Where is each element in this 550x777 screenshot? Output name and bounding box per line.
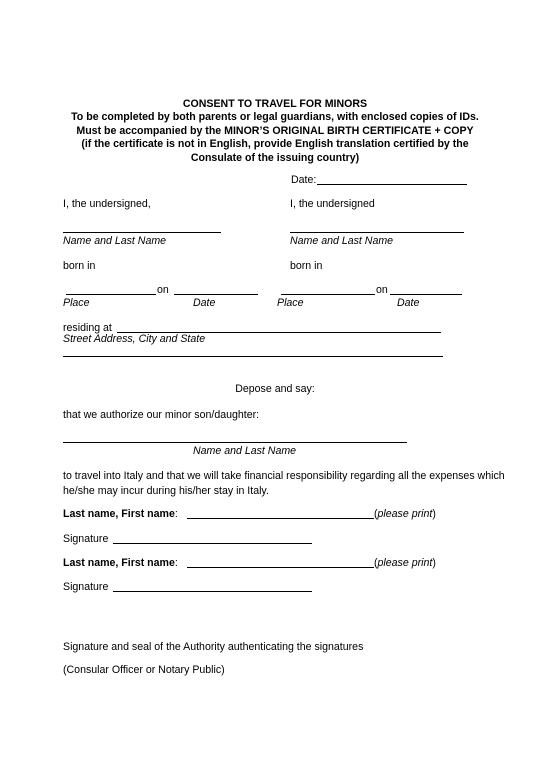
instructions-line-3: (if the certificate is not in English, provide English translation certified by the <box>81 138 469 150</box>
parent1-name-row <box>63 508 178 520</box>
residing-label: residing at <box>63 322 112 334</box>
left-name-field[interactable] <box>63 232 221 233</box>
right-born-in-label: born in <box>290 260 323 272</box>
parent2-name-field[interactable] <box>187 567 374 568</box>
instructions-line-4: Consulate of the issuing country) <box>190 151 360 164</box>
minor-name-field[interactable] <box>63 442 407 443</box>
date-label: Date: <box>291 174 317 186</box>
instructions-line-2: Must be accompanied by the MINOR’S ORIGINAL BIRTH CERTIFICATE + COPY <box>76 124 474 137</box>
document-title: CONSENT TO TRAVEL FOR MINORS <box>182 98 368 110</box>
parent1-name-label: Last name, First name <box>63 508 175 520</box>
parent2-name-label: Last name, First name <box>63 557 175 569</box>
left-birthplace-field[interactable] <box>66 294 156 295</box>
right-birthdate-field[interactable] <box>390 294 462 295</box>
left-date-caption: Date <box>193 297 216 309</box>
parent1-colon: : <box>174 508 178 520</box>
address-caption: Street Address, City and State <box>63 333 206 345</box>
right-place-caption: Place <box>277 297 304 309</box>
instructions-line-1: To be completed by both parents or legal guardians, with enclosed copies of IDs. <box>71 111 479 123</box>
parent1-signature-field[interactable] <box>113 543 312 544</box>
left-name-caption: Name and Last Name <box>63 235 167 247</box>
authority-statement: Signature and seal of the Authority authenticating the signatures <box>63 641 364 653</box>
parent1-signature-label: Signature <box>63 533 109 545</box>
parent1-print-note: (please print) <box>374 508 436 520</box>
address-field-line-2[interactable] <box>63 356 443 357</box>
depose-statement: Depose and say: <box>235 383 315 395</box>
parent2-signature-label: Signature <box>63 581 109 593</box>
right-date-caption: Date <box>397 297 420 309</box>
left-on-label: on <box>157 284 169 296</box>
parent2-name-row <box>63 557 178 569</box>
right-on-label: on <box>376 284 388 296</box>
parent2-print-note: (please print) <box>374 557 436 569</box>
travel-statement: to travel into Italy and that we will take financial responsibility regarding all the expenses which he/she may incur during his/her stay in Italy. <box>63 470 505 497</box>
parent2-signature-field[interactable] <box>113 591 312 592</box>
minor-name-caption: Name and Last Name <box>193 445 297 457</box>
right-name-field[interactable] <box>290 232 464 233</box>
right-name-caption: Name and Last Name <box>290 235 394 247</box>
parent1-please-print: please print <box>377 508 433 520</box>
parent2-please-print: please print <box>377 557 433 569</box>
authorize-statement: that we authorize our minor son/daughter: <box>63 409 260 421</box>
right-birthplace-field[interactable] <box>281 294 375 295</box>
parent1-name-field[interactable] <box>187 518 374 519</box>
left-undersigned-label: I, the undersigned, <box>63 198 151 210</box>
authority-note: (Consular Officer or Notary Public) <box>63 664 225 676</box>
right-undersigned-label: I, the undersigned <box>290 198 375 210</box>
left-place-caption: Place <box>63 297 90 309</box>
date-field[interactable] <box>317 184 467 185</box>
left-born-in-label: born in <box>63 260 96 272</box>
parent2-colon: : <box>174 557 178 569</box>
left-birthdate-field[interactable] <box>174 294 258 295</box>
